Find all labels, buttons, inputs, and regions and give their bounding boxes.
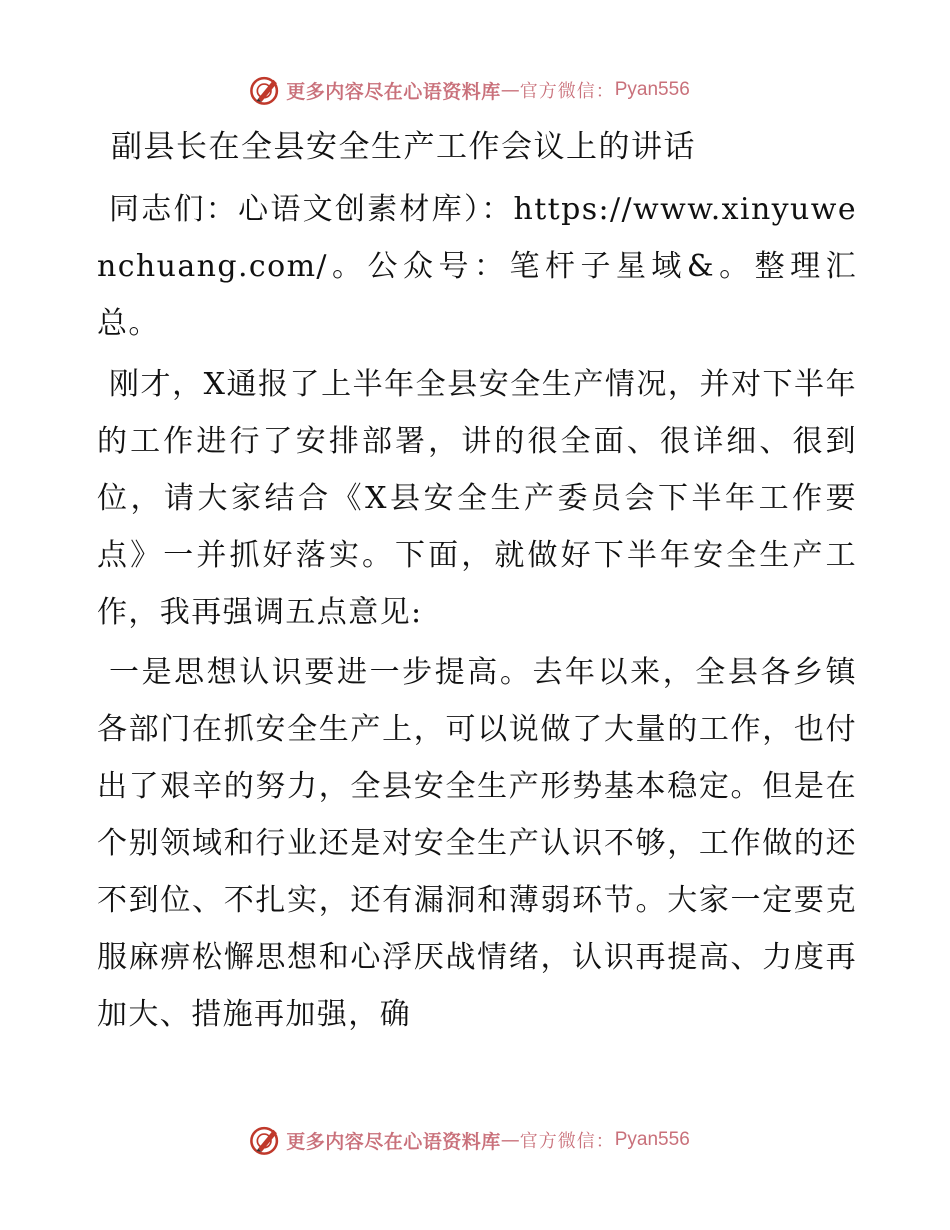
header-banner	[0, 70, 950, 110]
banner-wechat-label: 官方微信：	[519, 81, 615, 102]
pen-nib-logo-icon	[248, 1123, 282, 1157]
banner-wechat-id: Pyan556	[614, 1129, 690, 1150]
paragraph-intro: 刚才，X通报了上半年全县安全生产情况，并对下半年的工作进行了安排部署，讲的很全面、很详细、很到位，请大家结合《X县安全生产委员会下半年工作要点》一并抓好落实。下面，就做好下半年安全生产工作，我再强调五点意见:	[97, 367, 857, 630]
banner-wechat-id: Pyan556	[614, 79, 690, 100]
pen-nib-logo-icon	[248, 73, 282, 107]
document-title: 副县长在全县安全生产工作会议上的讲话	[111, 129, 696, 165]
paragraph-point-one: 一是思想认识要进一步提高。去年以来，全县各乡镇各部门在抓安全生产上，可以说做了大量的工作，也付出了艰辛的努力，全县安全生产形势基本稳定。但是在个别领域和行业还是对安全生产认识不够，工作做的还不到位、不扎实，还有漏洞和薄弱环节。大家一定要克服麻痹松懈思想和心浮厌战情绪，认识再提高、力度再加大、措施再加强，确	[97, 655, 857, 1032]
footer-banner	[0, 1120, 950, 1160]
document-body	[97, 122, 857, 1049]
banner-dash: —	[500, 79, 520, 101]
banner-dash: —	[500, 1129, 520, 1151]
banner-main-text: 更多内容尽在心语资料库	[286, 1130, 501, 1153]
paragraph-greeting: 同志们：心语文创素材库）：https://www.xinyuwenchuang.com/。公众号：笔杆子星域&。整理汇总。	[97, 192, 857, 341]
banner-wechat-label: 官方微信：	[519, 1131, 615, 1152]
banner-main-text: 更多内容尽在心语资料库	[286, 80, 501, 103]
